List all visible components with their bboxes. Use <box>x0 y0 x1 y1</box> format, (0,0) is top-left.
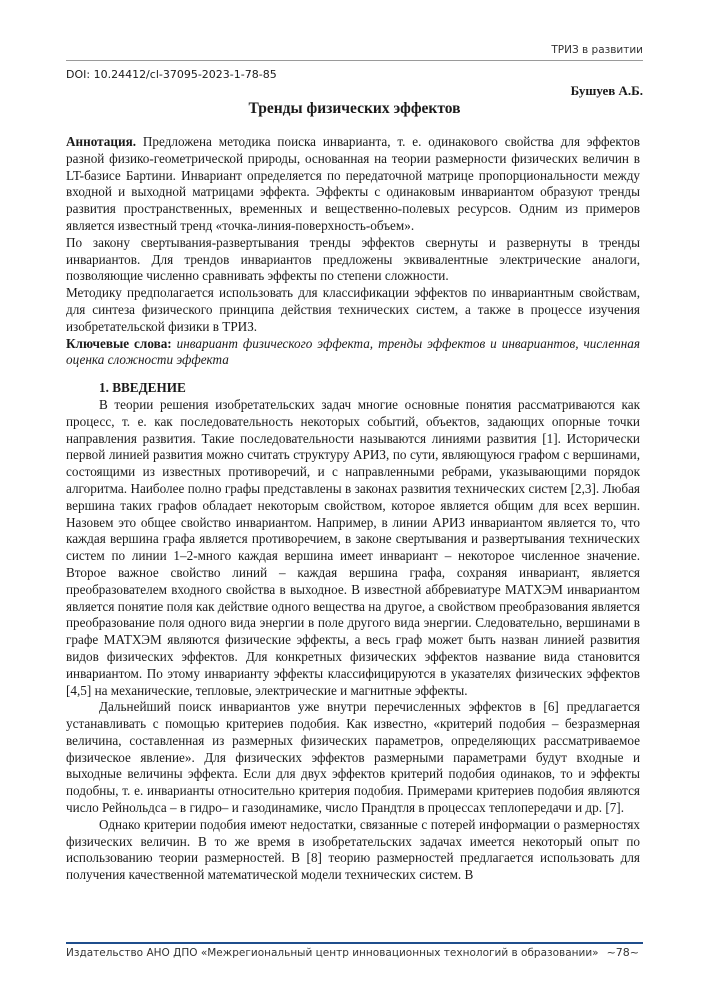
article-title: Тренды физических эффектов <box>248 100 461 117</box>
article-content <box>66 134 640 884</box>
footer-publisher: Издательство АНО ДПО «Межрегиональный центр инновационных технологий в образовании» <box>66 947 599 959</box>
page-number: ~78~ <box>606 946 639 959</box>
annotation-paragraph-3: Методику предполагается использовать для классификации эффектов по инвариантным свойствам, для синтеза физического принципа действия технических систем, а также в процессе изучения изобретательской физики в ТРИЗ. <box>66 285 640 334</box>
keywords <box>66 336 640 370</box>
doi: DOI: 10.24412/cl-37095-2023-1-78-85 <box>66 68 277 81</box>
annotation-label: Аннотация. <box>66 134 137 149</box>
body-paragraph-3: Однако критерии подобия имеют недостатки, связанные с потерей информации о размерностях физических величин. В то же время в изобретательских задачах имеется некоторый опыт по использованию теории размерностей. В [8] теорию размерностей предлагается использовать для получения качественной математической модели технических систем. В <box>66 816 640 883</box>
running-header: ТРИЗ в развитии <box>551 44 643 56</box>
author: Бушуев А.Б. <box>570 83 643 98</box>
annotation-paragraph <box>66 134 640 235</box>
body-paragraph-1: В теории решения изобретательских задач многие основные понятия рассматриваются как процесс, т. е. как последовательность некоторых событий, объектов, задающих опорные точки направления развития. Такие последовательности называются линиями развития [1]. Исторически первой линией развития можно считать структуру АРИЗ, по сути, являющуюся графом с вершинами, состоящими из известных противоречий, и с направленными ребрами, указывающими порядок алгоритма. Наиболее полно графы представлены в законах развития технических систем [2,3]. Любая вершина таких графов обладает некоторым свойством, которое является общим для всех вершин. Назовем это общее свойство инвариантом. Например, в линии АРИЗ инвариантом является то, что каждая вершина графа является противоречием, в законе свертывания и развертывания технических систем по линии 1–2-много каждая вершина имеет инвариант – некоторое численное значение. Второе важное свойство линий – каждая вершина графа, сохраняя инвариант, является преобразователем входного свойства в выходное. В известной аббревиатуре МАТХЭМ инвариантом является понятие поля как действие одного вещества на другое, а свойством преобразования является преобразование поля одного вида энергии в поле другого вида энергии. Следовательно, вершинами в графе МАТХЭМ являются физические эффекты, а весь граф может быть назван линией развития видов физических эффектов. Для конкретных физических эффектов название вида становится инвариантом. По этому инварианту эффекты классифицируются в указателях физических эффектов [4,5] на механические, тепловые, электрические и магнитные эффекты. <box>66 396 640 698</box>
annotation-text: Предложена методика поиска инварианта, т. е. одинакового свойства для эффектов разной физико-геометрической природы, основанная на теории размерности физических величин в LT-базисе Бартини. Инвариант определяется по передаточной матрице пропорциональности между входной и выходной матрицами эффекта. Эффекты с одинаковым инвариантом образуют тренды развития пространственных, временных и вещественно-полевых ресурсов. Одним из примеров является известный тренд «точка-линия-поверхность-объем». <box>66 134 640 233</box>
body-paragraph-2: Дальнейший поиск инвариантов уже внутри перечисленных эффектов в [6] предлагается устанавливать с помощью критериев подобия. Как известно, «критерий подобия – безразмерная величина, составленная из размерных физических параметров, определяющих рассматриваемое физическое явление». Для физических эффектов размерными параметрами будут входные и выходные величины эффекта. Если для двух эффектов критерий подобия одинаков, то и эффекты подобны, т. е. инварианты относительно критерия подобия. Примерами критериев подобия являются число Рейнольдса – в гидро– и газодинамике, число Прандтля в процессах теплопередачи и др. [7]. <box>66 699 640 816</box>
annotation-paragraph-2: По закону свертывания-развертывания тренды эффектов свернуты и развернуты в тренды инвариантов. Для трендов инвариантов предложены эквивалентные электрические аналоги, позволяющие численно сравнивать эффекты по степени сложности. <box>66 234 640 284</box>
section-heading: 1. ВВЕДЕНИЕ <box>99 380 186 396</box>
header-rule <box>66 60 643 61</box>
keywords-text: инвариант физического эффекта, тренды эффектов и инвариантов, численная оценка сложности эффекта <box>66 335 640 368</box>
footer-rule <box>66 942 643 944</box>
keywords-label: Ключевые слова: <box>66 335 172 351</box>
